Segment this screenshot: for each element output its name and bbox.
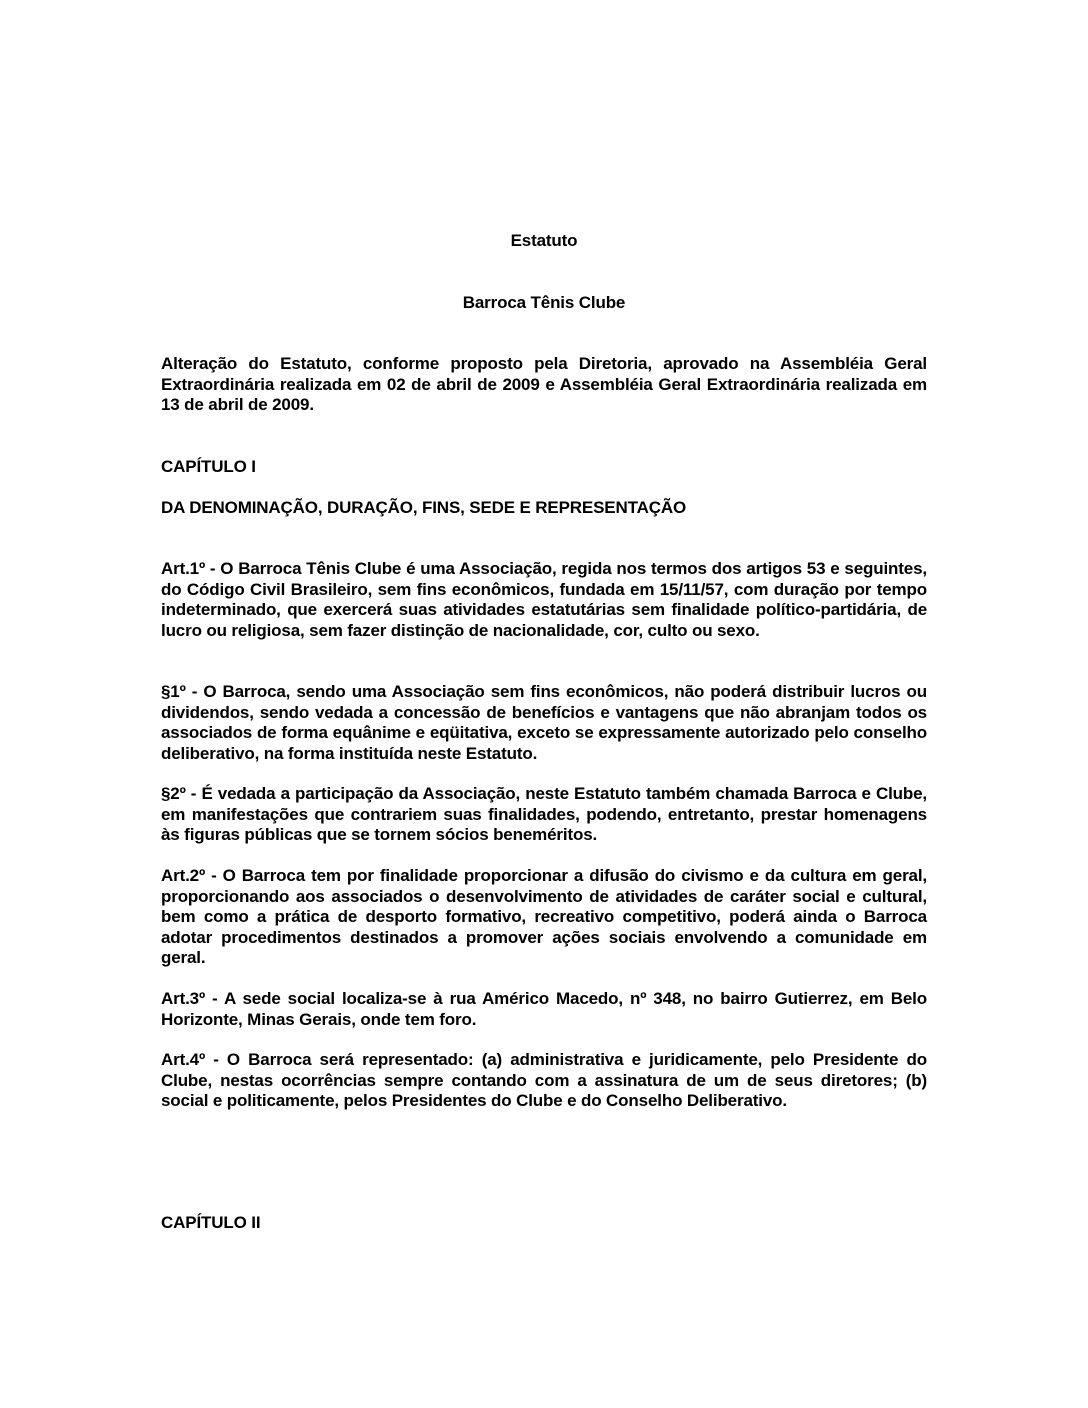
article-4-paragraph: Art.4º - O Barroca será representado: (a) administrativa e juridicamente, pelo Presidente do Clube, nestas ocorrências sempre contando com a assinatura de um de seus diretores; (b) social e politicamente, pelos Presidentes do Clube e do Conselho Deliberativo. (161, 1050, 927, 1110)
section-1-paragraph: §1º - O Barroca, sendo uma Associação sem fins econômicos, não poderá distribuir lucros ou dividendos, sendo vedada a concessão de benefícios e vantagens que não abranjam todos os associados de forma equânime e eqüitativa, exceto se expressamente autorizado pelo conselho deliberativo, na forma instituída neste Estatuto. (161, 682, 927, 763)
article-2-paragraph: Art.2º - O Barroca tem por finalidade proporcionar a difusão do civismo e da cultura em geral, proporcionando aos associados o desenvolvimento de atividades de caráter social e cultural, bem como a prática de desporto formativo, recreativo competitivo, poderá ainda o Barroca adotar procedimentos destinados a promover ações sociais envolvendo a comunidade em geral. (161, 866, 927, 967)
intro-paragraph: Alteração do Estatuto, conforme proposto pela Diretoria, aprovado na Assembléia Geral Extraordinária realizada em 02 de abril de 2009 e Assembléia Geral Extraordinária realizada em 13 de abril de 2009. (161, 354, 927, 414)
chapter-1-subheading: DA DENOMINAÇÃO, DURAÇÃO, FINS, SEDE E REPRESENTAÇÃO (161, 498, 687, 517)
chapter-1-heading: CAPÍTULO I (161, 457, 256, 476)
chapter-2-heading: CAPÍTULO II (161, 1213, 261, 1232)
article-3-paragraph: Art.3º - A sede social localiza-se à rua Américo Macedo, nº 348, no bairro Gutierrez, em Belo Horizonte, Minas Gerais, onde tem foro. (161, 989, 927, 1029)
club-name: Barroca Tênis Clube (462, 293, 626, 312)
section-2-paragraph: §2º - É vedada a participação da Associação, neste Estatuto também chamada Barroca e Clube, em manifestações que contrariem suas finalidades, podendo, entretanto, prestar homenagens às figuras públicas que se tornem sócios beneméritos. (161, 784, 927, 844)
document-title: Estatuto (510, 231, 578, 250)
article-1-paragraph: Art.1º - O Barroca Tênis Clube é uma Associação, regida nos termos dos artigos 53 e seguintes, do Código Civil Brasileiro, sem fins econômicos, fundada em 15/11/57, com duração por tempo indeterminado, que exercerá suas atividades estatutárias sem finalidade político-partidária, de lucro ou religiosa, sem fazer distinção de nacionalidade, cor, culto ou sexo. (161, 559, 927, 640)
